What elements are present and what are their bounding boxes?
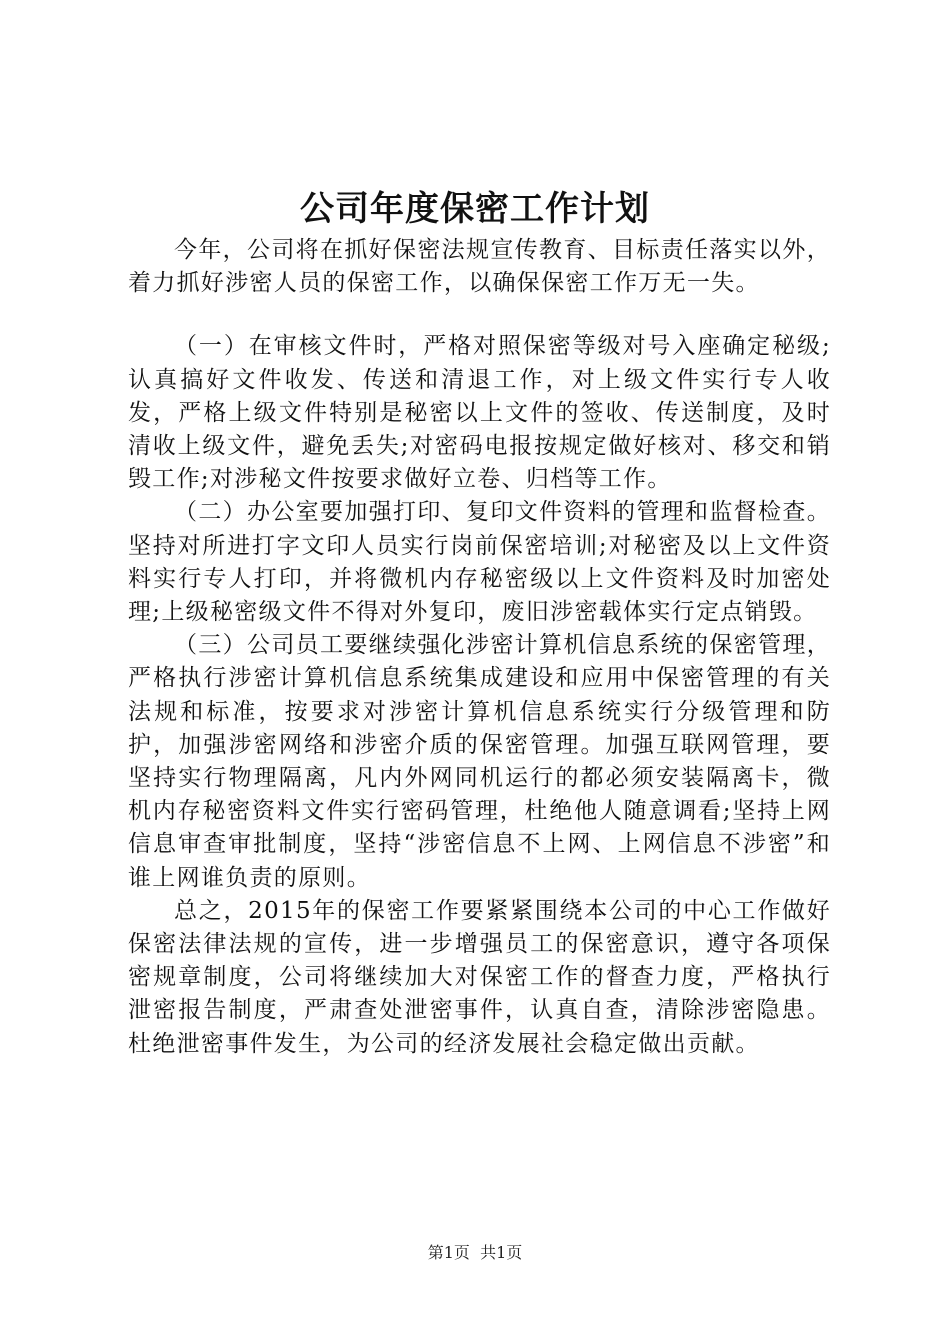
page-number: 第1页	[427, 1243, 470, 1262]
paragraph-intro: 今年，公司将在抓好保密法规宣传教育、目标责任落实以外，着力抓好涉密人员的保密工作，以确保保密工作万无一失。	[128, 237, 831, 297]
paragraph-item-2: （二）办公室要加强打印、复印文件资料的管理和监督检查。坚持对所进打字文印人员实行岗前保密培训;对秘密及以上文件资料实行专人打印，并将微机内存秘密级以上文件资料及时加密处理;上级秘密级文件不得对外复印，废旧涉密载体实行定点销毁。	[128, 499, 831, 626]
page-footer	[0, 1242, 950, 1264]
paragraph-item-3: （三）公司员工要继续强化涉密计算机信息系统的保密管理，严格执行涉密计算机信息系统集成建设和应用中保密管理的有关法规和标准，按要求对涉密计算机信息系统实行分级管理和防护，加强涉密网络和涉密介质的保密管理。加强互联网管理，要坚持实行物理隔离，凡内外网同机运行的都必须安装隔离卡，微机内存秘密资料文件实行密码管理，杜绝他人随意调看;坚持上网信息审查审批制度，坚持“涉密信息不上网、上网信息不涉密”和谁上网谁负责的原则。	[128, 632, 831, 891]
paragraph-item-1: （一）在审核文件时，严格对照保密等级对号入座确定秘级;认真搞好文件收发、传送和清退工作，对上级文件实行专人收发，严格上级文件特别是秘密以上文件的签收、传送制度，及时清收上级文件，避免丢失;对密码电报按规定做好核对、移交和销毁工作;对涉秘文件按要求做好立卷、归档等工作。	[128, 333, 831, 493]
document-title: 公司年度保密工作计划	[300, 189, 650, 229]
document-body	[128, 234, 831, 1061]
footer-separator	[470, 1243, 480, 1262]
paragraph-summary: 总之，2015年的保密工作要紧紧围绕本公司的中心工作做好保密法律法规的宣传，进一步增强员工的保密意识，遵守各项保密规章制度，公司将继续加大对保密工作的督查力度，严格执行泄密报告制度，严肃查处泄密事件，认真自查，清除涉密隐患。杜绝泄密事件发生，为公司的经济发展社会稳定做出贡献。	[128, 897, 831, 1057]
paragraph-spacer	[128, 300, 831, 330]
page-total: 共1页	[480, 1243, 523, 1262]
